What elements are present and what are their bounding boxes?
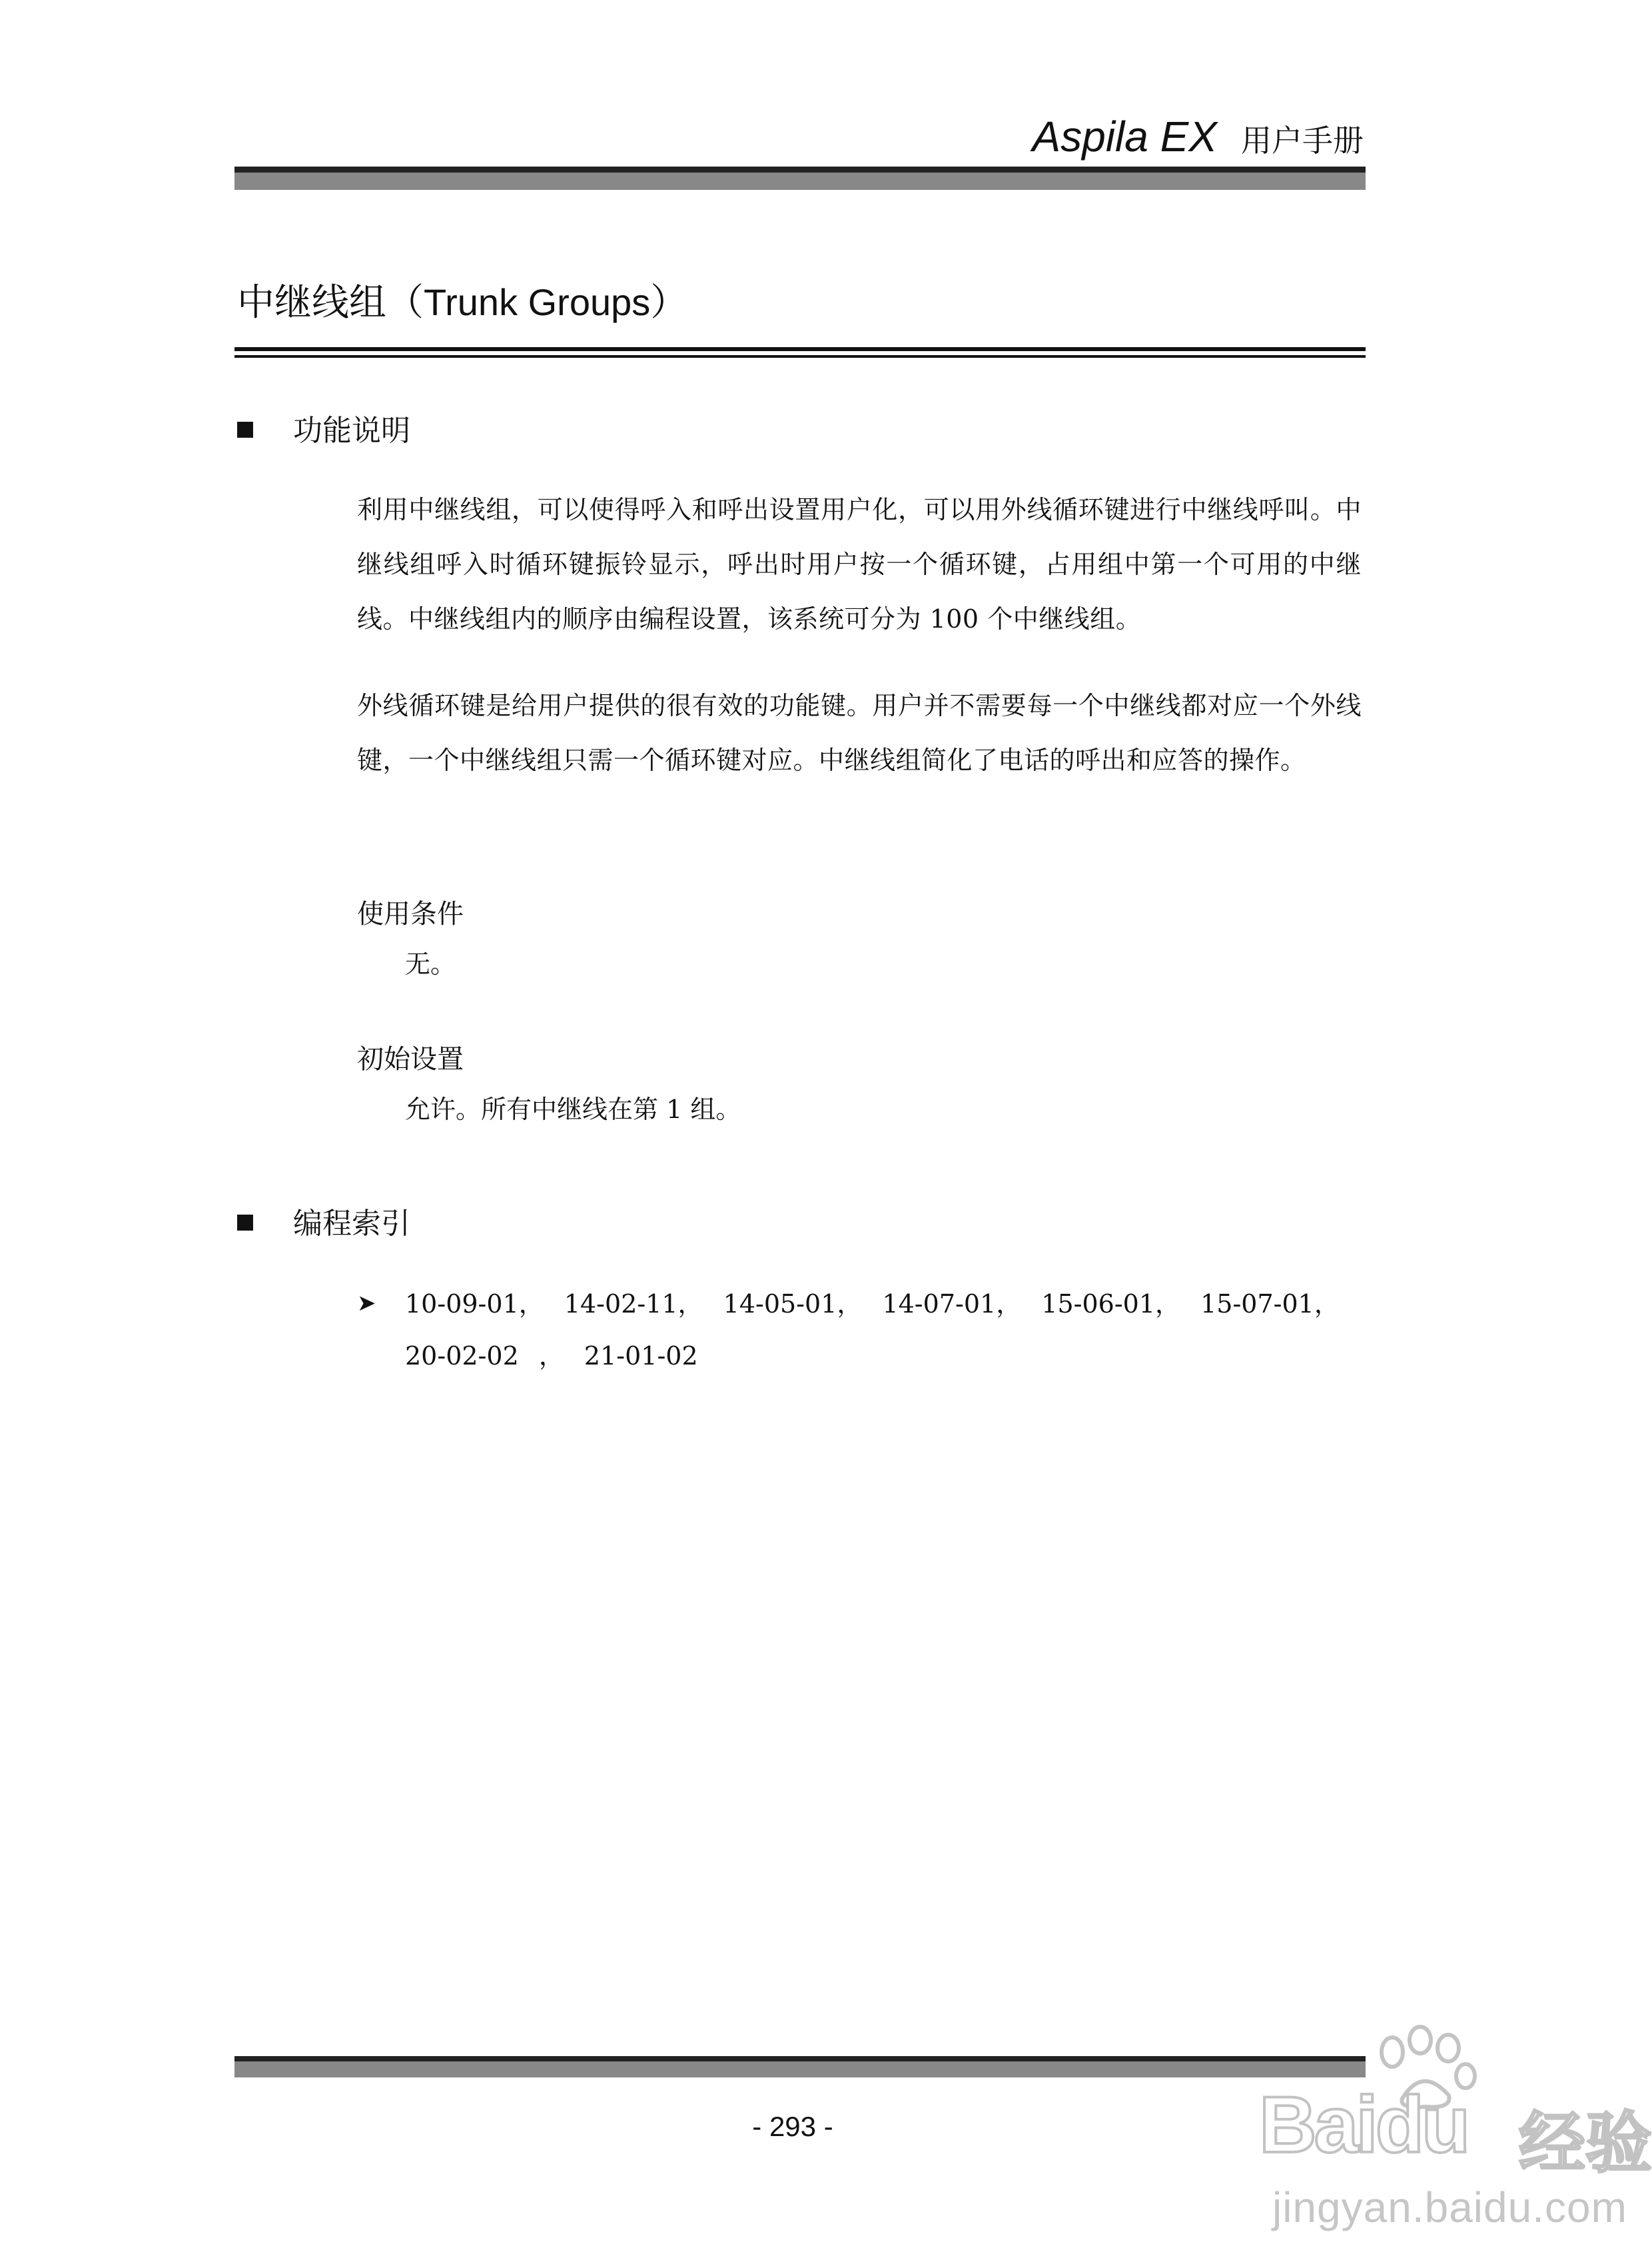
- watermark-brand-cn: 经验: [1519, 2106, 1652, 2181]
- section-function-heading: [237, 406, 410, 449]
- square-bullet-icon: [237, 1215, 253, 1231]
- header-rule: [234, 167, 1366, 190]
- page-number: - 293 -: [752, 2111, 833, 2142]
- watermark-brand: Baidu: [1259, 2080, 1468, 2169]
- section-programming-heading: [237, 1199, 410, 1242]
- programming-refs: 10-09-01， 14-02-11， 14-05-01， 14-07-01， 15-06-01， 15-07-01， 20-02-02 ， 21-01-02: [405, 1289, 1340, 1371]
- header-product: [1032, 112, 1364, 161]
- header-manual-label: 用户手册: [1241, 123, 1364, 158]
- arrow-bullet-icon: ➤: [357, 1290, 376, 1317]
- default-settings-label: 初始设置: [357, 1045, 464, 1074]
- conditions-value: 无。: [405, 949, 456, 979]
- default-settings-value: 允许。所有中继线在第 1 组。: [405, 1095, 741, 1124]
- baidu-watermark: [1259, 2025, 1652, 2231]
- conditions-label: 使用条件: [357, 899, 464, 929]
- function-paragraph-1: 利用中继线组，可以使得呼入和呼出设置用户化，可以用外线循环键进行中继线呼叫。中继线组呼入时循环键振铃显示，呼出时用户按一个循环键，占用组中第一个可用的中继线。中继线组内的顺序由编程设置，该系统可分为 100 个中继线组。: [357, 495, 1362, 634]
- function-paragraph-2: 外线循环键是给用户提供的很有效的功能键。用户并不需要每一个中继线都对应一个外线键，一个中继线组只需一个循环键对应。中继线组简化了电话的呼出和应答的操作。: [357, 691, 1362, 775]
- square-bullet-icon: [237, 422, 253, 438]
- title-rule: [234, 347, 1366, 351]
- section-function-label: 功能说明: [293, 414, 410, 447]
- watermark-url: jingyan.baidu.com: [1272, 2183, 1627, 2231]
- section-programming-label: 编程索引: [293, 1207, 410, 1240]
- header-product-name: Aspila EX: [1032, 113, 1217, 161]
- page-title: 中继线组（Trunk Groups）: [237, 281, 688, 323]
- footer-rule: [234, 2056, 1366, 2077]
- title-rule-thin: [234, 355, 1366, 358]
